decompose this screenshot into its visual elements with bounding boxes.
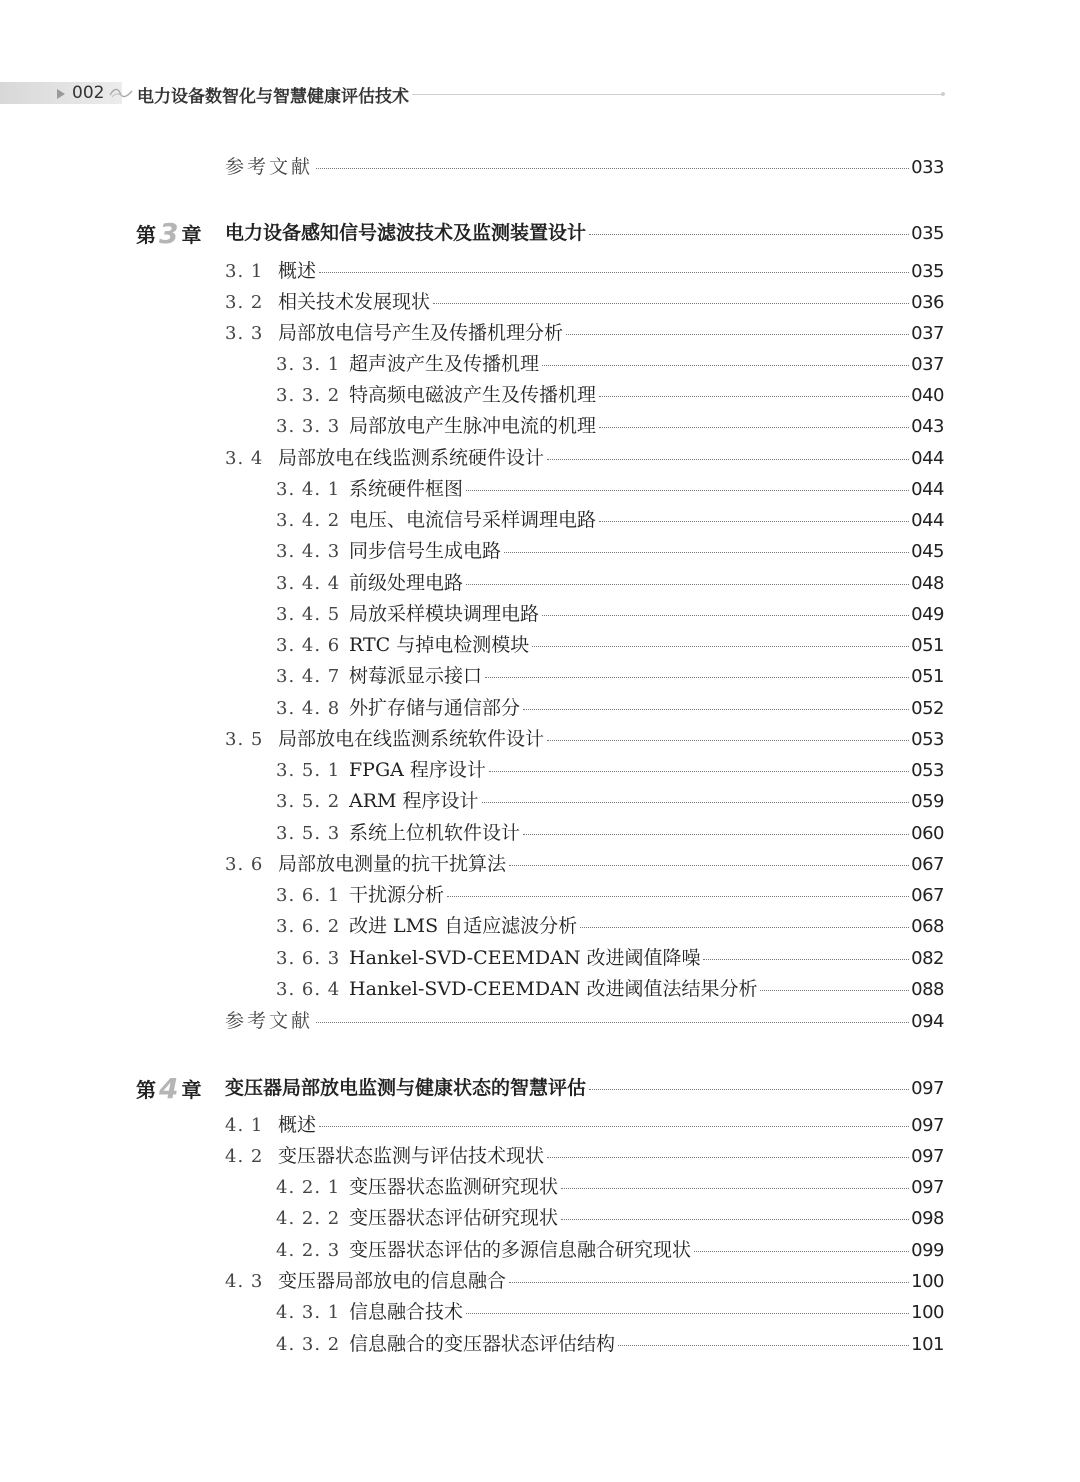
entry-title: 改进 LMS 自适应滤波分析 bbox=[349, 915, 578, 937]
dot-leader bbox=[547, 1157, 909, 1158]
entry-title: 电力设备感知信号滤波技术及监测装置设计 bbox=[225, 222, 587, 244]
dot-leader bbox=[489, 771, 909, 772]
entry-title: 信息融合的变压器状态评估结构 bbox=[349, 1333, 616, 1355]
page-ref: 053 bbox=[911, 760, 944, 781]
entry-title: 局部放电信号产生及传播机理分析 bbox=[278, 322, 564, 344]
page-ref: 100 bbox=[911, 1271, 944, 1292]
toc-section-row[interactable] bbox=[225, 1266, 944, 1294]
entry-title: 局部放电在线监测系统软件设计 bbox=[278, 728, 545, 750]
toc-subsection-row[interactable] bbox=[276, 1297, 944, 1325]
entry-title: 变压器状态监测与评估技术现状 bbox=[278, 1145, 545, 1167]
page-ref: 059 bbox=[911, 791, 944, 812]
section-number: 3. 5 bbox=[225, 729, 264, 750]
section-number: 3. 3. 2 bbox=[276, 385, 341, 406]
entry-title: 超声波产生及传播机理 bbox=[349, 353, 540, 375]
chapter-suffix: 章 bbox=[181, 1078, 202, 1102]
toc-subsection-row[interactable] bbox=[276, 1203, 944, 1231]
section-number: 4. 3. 2 bbox=[276, 1334, 341, 1355]
toc-subsection-row[interactable] bbox=[276, 630, 944, 658]
entry-title: 特高频电磁波产生及传播机理 bbox=[349, 384, 597, 406]
toc-subsection-row[interactable] bbox=[276, 536, 944, 564]
section-number: 3. 4. 1 bbox=[276, 479, 341, 500]
section-number: 3. 6. 4 bbox=[276, 979, 341, 1000]
entry-title: Hankel-SVD-CEEMDAN 改进阈值降噪 bbox=[349, 947, 701, 969]
page-number: 002 bbox=[72, 83, 105, 103]
dot-leader bbox=[319, 1126, 909, 1127]
section-number: 3. 4. 6 bbox=[276, 635, 341, 656]
section-number: 3. 6. 2 bbox=[276, 916, 341, 937]
chapter-label bbox=[136, 216, 201, 249]
dot-leader bbox=[599, 396, 909, 397]
page-ref: 097 bbox=[911, 1078, 944, 1099]
dot-leader bbox=[760, 990, 909, 991]
page-ref: 082 bbox=[911, 948, 944, 969]
entry-title: 参考文献 bbox=[225, 1010, 314, 1032]
toc-subsection-row[interactable] bbox=[276, 1329, 944, 1357]
page-ref: 097 bbox=[911, 1115, 944, 1136]
toc-subsection-row[interactable] bbox=[276, 474, 944, 502]
page-ref: 098 bbox=[911, 1208, 944, 1229]
dot-leader bbox=[523, 709, 909, 710]
dot-leader bbox=[589, 234, 909, 235]
dot-leader bbox=[580, 927, 909, 928]
chapter-suffix: 章 bbox=[181, 223, 202, 247]
dot-leader bbox=[618, 1345, 909, 1346]
dot-leader bbox=[566, 334, 909, 335]
dot-leader bbox=[694, 1251, 909, 1252]
page-ref: 099 bbox=[911, 1240, 944, 1261]
page-ref: 040 bbox=[911, 385, 944, 406]
section-number: 4. 3. 1 bbox=[276, 1302, 341, 1323]
section-number: 3. 3 bbox=[225, 323, 264, 344]
section-number: 3. 6 bbox=[225, 854, 264, 875]
chapter-prefix: 第 bbox=[136, 1078, 156, 1102]
toc-section-row[interactable] bbox=[225, 1141, 944, 1169]
section-number: 4. 2. 1 bbox=[276, 1177, 341, 1198]
entry-title: 局部放电产生脉冲电流的机理 bbox=[349, 415, 597, 437]
section-number: 4. 2. 2 bbox=[276, 1208, 341, 1229]
page-ref: 100 bbox=[911, 1302, 944, 1323]
toc-section-row[interactable] bbox=[225, 1110, 944, 1138]
chapter-number: 3 bbox=[159, 217, 179, 250]
toc-subsection-row[interactable] bbox=[276, 505, 944, 533]
entry-title: 前级处理电路 bbox=[349, 572, 464, 594]
dot-leader bbox=[509, 865, 909, 866]
entry-title: 参考文献 bbox=[225, 156, 314, 178]
page-ref: 035 bbox=[911, 261, 944, 282]
page-ref: 044 bbox=[911, 448, 944, 469]
entry-title: 变压器局部放电监测与健康状态的智慧评估 bbox=[225, 1077, 587, 1099]
toc-references-row[interactable] bbox=[225, 1006, 944, 1034]
page-ref: 101 bbox=[911, 1334, 944, 1355]
section-number: 3. 2 bbox=[225, 292, 264, 313]
dot-leader bbox=[509, 1282, 909, 1283]
page-ref: 068 bbox=[911, 916, 944, 937]
dot-leader bbox=[485, 677, 909, 678]
section-number: 4. 3 bbox=[225, 1271, 264, 1292]
page-ref: 053 bbox=[911, 729, 944, 750]
toc-subsection-row[interactable] bbox=[276, 411, 944, 439]
entry-title: 同步信号生成电路 bbox=[349, 540, 502, 562]
chapter-label bbox=[136, 1071, 201, 1104]
dot-leader bbox=[466, 584, 909, 585]
dot-leader bbox=[561, 1219, 909, 1220]
entry-title: 干扰源分析 bbox=[349, 884, 445, 906]
chapter-number: 4 bbox=[159, 1072, 179, 1105]
entry-title: 局部放电在线监测系统硬件设计 bbox=[278, 447, 545, 469]
toc-subsection-row[interactable] bbox=[276, 568, 944, 596]
toc-subsection-row[interactable] bbox=[276, 818, 944, 846]
entry-title: 系统上位机软件设计 bbox=[349, 822, 521, 844]
dot-leader bbox=[319, 272, 909, 273]
dot-leader bbox=[466, 1313, 909, 1314]
dot-leader bbox=[504, 552, 909, 553]
page-ref: 048 bbox=[911, 573, 944, 594]
chapter-prefix: 第 bbox=[136, 223, 156, 247]
page-ref: 044 bbox=[911, 479, 944, 500]
page-ref: 088 bbox=[911, 979, 944, 1000]
entry-title: FPGA 程序设计 bbox=[349, 759, 486, 781]
entry-title: ARM 程序设计 bbox=[349, 790, 479, 812]
page-ref: 033 bbox=[911, 157, 944, 178]
page-ref: 037 bbox=[911, 354, 944, 375]
section-number: 3. 5. 2 bbox=[276, 791, 341, 812]
page-ref: 052 bbox=[911, 698, 944, 719]
entry-title: 系统硬件框图 bbox=[349, 478, 464, 500]
page-ref: 035 bbox=[911, 223, 944, 244]
dot-leader bbox=[547, 459, 909, 460]
dot-leader bbox=[599, 427, 909, 428]
entry-title: 外扩存储与通信部分 bbox=[349, 697, 521, 719]
dot-leader bbox=[316, 1022, 909, 1023]
page-ref: 037 bbox=[911, 323, 944, 344]
section-number: 3. 4. 7 bbox=[276, 666, 341, 687]
toc-subsection-row[interactable] bbox=[276, 380, 944, 408]
toc-section-row[interactable] bbox=[225, 443, 944, 471]
toc-subsection-row[interactable] bbox=[276, 786, 944, 814]
dot-leader bbox=[542, 365, 909, 366]
toc-subsection-row[interactable] bbox=[276, 1172, 944, 1200]
toc-subsection-row[interactable] bbox=[276, 661, 944, 689]
dot-leader bbox=[433, 303, 909, 304]
entry-title: 变压器状态监测研究现状 bbox=[349, 1176, 559, 1198]
entry-title: Hankel-SVD-CEEMDAN 改进阈值法结果分析 bbox=[349, 978, 758, 1000]
dot-leader bbox=[523, 834, 909, 835]
section-number: 3. 4. 3 bbox=[276, 541, 341, 562]
page-ref: 067 bbox=[911, 854, 944, 875]
dot-leader bbox=[599, 521, 909, 522]
toc-section-row[interactable] bbox=[225, 724, 944, 752]
toc-subsection-row[interactable] bbox=[276, 880, 944, 908]
dot-leader bbox=[589, 1089, 909, 1090]
entry-title: RTC 与掉电检测模块 bbox=[349, 634, 530, 656]
toc-chapter-row[interactable] bbox=[225, 1073, 944, 1107]
toc-subsection-row[interactable] bbox=[276, 349, 944, 377]
toc-section-row[interactable] bbox=[225, 256, 944, 284]
entry-title: 局放采样模块调理电路 bbox=[349, 603, 540, 625]
toc-subsection-row[interactable] bbox=[276, 943, 944, 971]
toc-section-row[interactable] bbox=[225, 849, 944, 877]
page-ref: 097 bbox=[911, 1177, 944, 1198]
section-number: 4. 2 bbox=[225, 1146, 264, 1167]
entry-title: 变压器状态评估的多源信息融合研究现状 bbox=[349, 1239, 692, 1261]
page-ref: 045 bbox=[911, 541, 944, 562]
dot-leader bbox=[316, 168, 909, 169]
page-ref: 067 bbox=[911, 885, 944, 906]
book-title: 电力设备数智化与智慧健康评估技术 bbox=[137, 87, 409, 107]
page-ref: 060 bbox=[911, 823, 944, 844]
section-number: 3. 6. 1 bbox=[276, 885, 341, 906]
page-ref: 094 bbox=[911, 1011, 944, 1032]
page-ref: 051 bbox=[911, 635, 944, 656]
toc-section-row[interactable] bbox=[225, 318, 944, 346]
section-number: 3. 4 bbox=[225, 448, 264, 469]
page-ref: 043 bbox=[911, 416, 944, 437]
section-number: 3. 4. 2 bbox=[276, 510, 341, 531]
entry-title: 电压、电流信号采样调理电路 bbox=[349, 509, 597, 531]
section-number: 3. 4. 5 bbox=[276, 604, 341, 625]
entry-title: 树莓派显示接口 bbox=[349, 665, 483, 687]
dot-leader bbox=[703, 959, 909, 960]
entry-title: 相关技术发展现状 bbox=[278, 291, 431, 313]
entry-title: 局部放电测量的抗干扰算法 bbox=[278, 853, 507, 875]
section-number: 3. 3. 1 bbox=[276, 354, 341, 375]
dot-leader bbox=[542, 615, 909, 616]
toc-subsection-row[interactable] bbox=[276, 599, 944, 627]
toc-subsection-row[interactable] bbox=[276, 755, 944, 783]
section-number: 4. 1 bbox=[225, 1115, 264, 1136]
dot-leader bbox=[482, 802, 910, 803]
entry-title: 概述 bbox=[278, 260, 317, 282]
entry-title: 概述 bbox=[278, 1114, 317, 1136]
dot-leader bbox=[547, 740, 909, 741]
page-ref: 097 bbox=[911, 1146, 944, 1167]
dot-leader bbox=[532, 646, 909, 647]
toc-references-row[interactable] bbox=[225, 152, 944, 180]
section-number: 3. 6. 3 bbox=[276, 948, 341, 969]
section-number: 3. 3. 3 bbox=[276, 416, 341, 437]
page-ref: 051 bbox=[911, 666, 944, 687]
page-ref: 044 bbox=[911, 510, 944, 531]
toc-subsection-row[interactable] bbox=[276, 693, 944, 721]
toc-subsection-row[interactable] bbox=[276, 911, 944, 939]
section-number: 3. 4. 8 bbox=[276, 698, 341, 719]
section-number: 3. 5. 3 bbox=[276, 823, 341, 844]
dot-leader bbox=[447, 896, 909, 897]
entry-title: 变压器局部放电的信息融合 bbox=[278, 1270, 507, 1292]
section-number: 4. 2. 3 bbox=[276, 1240, 341, 1261]
dot-leader bbox=[561, 1188, 909, 1189]
dot-leader bbox=[466, 490, 909, 491]
entry-title: 变压器状态评估研究现状 bbox=[349, 1207, 559, 1229]
toc-subsection-row[interactable] bbox=[276, 974, 944, 1002]
page-ref: 036 bbox=[911, 292, 944, 313]
section-number: 3. 4. 4 bbox=[276, 573, 341, 594]
toc-subsection-row[interactable] bbox=[276, 1235, 944, 1263]
entry-title: 信息融合技术 bbox=[349, 1301, 464, 1323]
toc-section-row[interactable] bbox=[225, 287, 944, 315]
toc-chapter-row[interactable] bbox=[225, 218, 944, 252]
section-number: 3. 1 bbox=[225, 261, 264, 282]
section-number: 3. 5. 1 bbox=[276, 760, 341, 781]
page-ref: 049 bbox=[911, 604, 944, 625]
